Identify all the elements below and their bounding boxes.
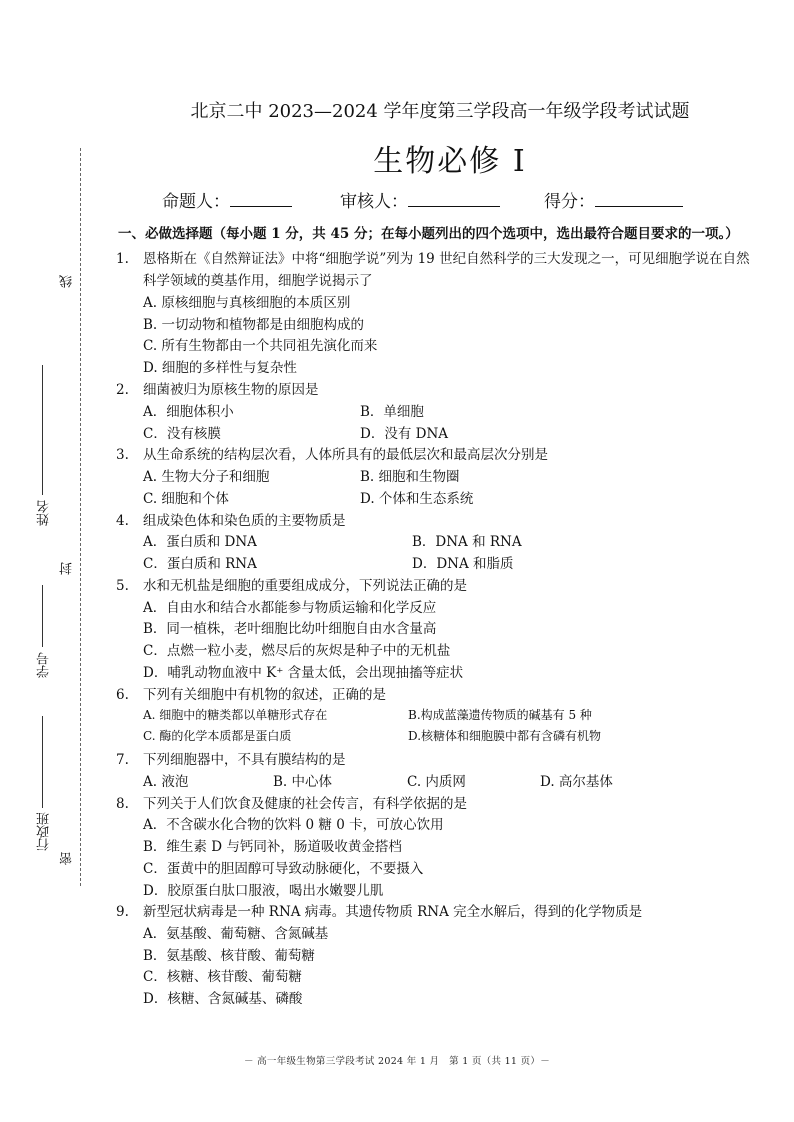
option-c: C．蛋白质和 RNA [143,556,257,572]
option-b: B. 中心体 [273,774,333,790]
option-c: C．没有核膜 [143,426,221,442]
option-d: D．哺乳动物血液中 K⁺ 含量太低，会出现抽搐等症状 [143,665,464,681]
option-a: A. 液泡 [143,774,189,790]
student-id-label: 学号 [37,652,52,678]
option-c: C. 酶的化学本质都是蛋白质 [143,729,292,743]
question-stem: 下列细胞器中，不具有膜结构的是 [143,752,346,768]
option-b: B. 一切动物和植物都是由细胞构成的 [143,317,365,333]
question-2 [116,378,319,398]
proposer-blank [230,190,292,207]
score-field [544,187,683,212]
reviewer-blank [408,190,500,207]
question-stem-continued: 科学领域的奠基作用，细胞学说揭示了 [143,273,373,289]
option-b: B.构成蓝藻遗传物质的碱基有 5 种 [408,708,592,722]
option-a: A．蛋白质和 DNA [143,534,257,550]
score-label: 得分： [544,192,595,212]
subject-title: 生物必修 I [373,144,527,179]
question-number: 5. [116,578,129,594]
binding-word-seal: 封 [60,562,75,575]
proposer-field [162,187,292,212]
question-6 [116,683,386,703]
option-c: C. 内质网 [407,774,466,790]
proposer-label: 命题人： [162,192,230,212]
question-stem: 下列关于人们饮食及健康的社会传言，有科学依据的是 [143,796,467,812]
question-number: 1. [116,251,129,267]
question-stem: 组成染色体和染色质的主要物质是 [143,513,346,529]
page-footer: － 高一年级生物第三学段考试 2024 年 1 月 第 1 页（共 11 页）－ [243,1056,551,1067]
option-c: C．核糖、核苷酸、葡萄糖 [143,969,302,985]
option-b: B．DNA 和 RNA [412,534,522,550]
question-stem: 从生命系统的结构层次看，人体所具有的最低层次和最高层次分别是 [143,447,548,463]
option-b: B．单细胞 [360,404,424,420]
score-blank [595,190,683,207]
option-d: D. 高尔基体 [540,774,613,790]
option-b: B．同一植株，老叶细胞比幼叶细胞自由水含量高 [143,621,437,637]
option-b: B．氨基酸、核苷酸、葡萄糖 [143,948,315,964]
option-d: D．胶原蛋白肽口服液，喝出水嫩婴儿肌 [143,883,384,899]
binding-word-secret: 密 [60,852,75,865]
binding-dashed-line [80,148,81,886]
binding-word-line: 线 [60,275,75,288]
option-b: B．维生素 D 与钙同补，肠道吸收黄金搭档 [143,839,402,855]
question-number: 6. [116,687,129,703]
option-a: A．氨基酸、葡萄糖、含氮碱基 [143,926,329,942]
question-number: 3. [116,447,129,463]
class-label: 行政班 [37,812,52,851]
option-d: D．核糖、含氮碱基、磷酸 [143,991,303,1007]
question-stem: 新型冠状病毒是一种 RNA 病毒。其遗传物质 RNA 完全水解后，得到的化学物质是 [143,904,643,920]
question-9 [116,900,642,920]
question-number: 8. [116,796,129,812]
option-a: A. 原核细胞与真核细胞的本质区别 [143,295,351,311]
question-5 [116,574,467,594]
question-4 [116,509,346,529]
option-d: D．DNA 和脂质 [412,556,514,572]
student-id-blank-line [42,585,43,647]
question-1 [116,247,750,267]
name-blank-line [42,365,43,495]
reviewer-label: 审核人： [340,192,408,212]
question-stem: 恩格斯在《自然辩证法》中将“细胞学说”列为 19 世纪自然科学的三大发现之一，可见细胞学说在自然 [143,251,750,267]
question-8 [116,792,467,812]
question-number: 2. [116,382,129,398]
option-c: C．蛋黄中的胆固醇可导致动脉硬化，不要摄入 [143,861,424,877]
option-d: D.核糖体和细胞膜中都有含磷有机物 [408,729,602,743]
class-blank-line [42,716,43,808]
name-label: 姓名 [37,500,52,526]
question-3 [116,443,548,463]
option-c: C. 所有生物都由一个共同祖先演化而来 [143,338,378,354]
option-a: A．细胞体积小 [143,404,234,420]
option-a: A. 细胞中的糖类都以单糖形式存在 [143,708,328,722]
question-number: 4. [116,513,129,529]
question-stem: 细菌被归为原核生物的原因是 [143,382,319,398]
section-heading: 一、必做选择题（每小题 1 分，共 45 分；在每小题列出的四个选项中，选出最符合题目要求的一项。） [118,226,739,242]
option-d: D．没有 DNA [360,426,449,442]
question-number: 7. [116,752,129,768]
option-d: D. 细胞的多样性与复杂性 [143,360,297,376]
option-a: A. 生物大分子和细胞 [143,469,270,485]
option-c: C. 细胞和个体 [143,491,229,507]
question-stem: 水和无机盐是细胞的重要组成成分，下列说法正确的是 [143,578,467,594]
question-7 [116,748,346,768]
option-d: D. 个体和生态系统 [360,491,474,507]
option-a: A．不含碳水化合物的饮料 0 糖 0 卡，可放心饮用 [143,817,444,833]
question-number: 9. [116,904,129,920]
option-b: B. 细胞和生物圈 [360,469,460,485]
exam-title: 北京二中 2023—2024 学年度第三学段高一年级学段考试试题 [190,101,690,122]
option-c: C．点燃一粒小麦，燃尽后的灰烬是种子中的无机盐 [143,643,451,659]
option-a: A．自由水和结合水都能参与物质运输和化学反应 [143,600,437,616]
reviewer-field [340,187,500,212]
question-stem: 下列有关细胞中有机物的叙述，正确的是 [143,687,386,703]
